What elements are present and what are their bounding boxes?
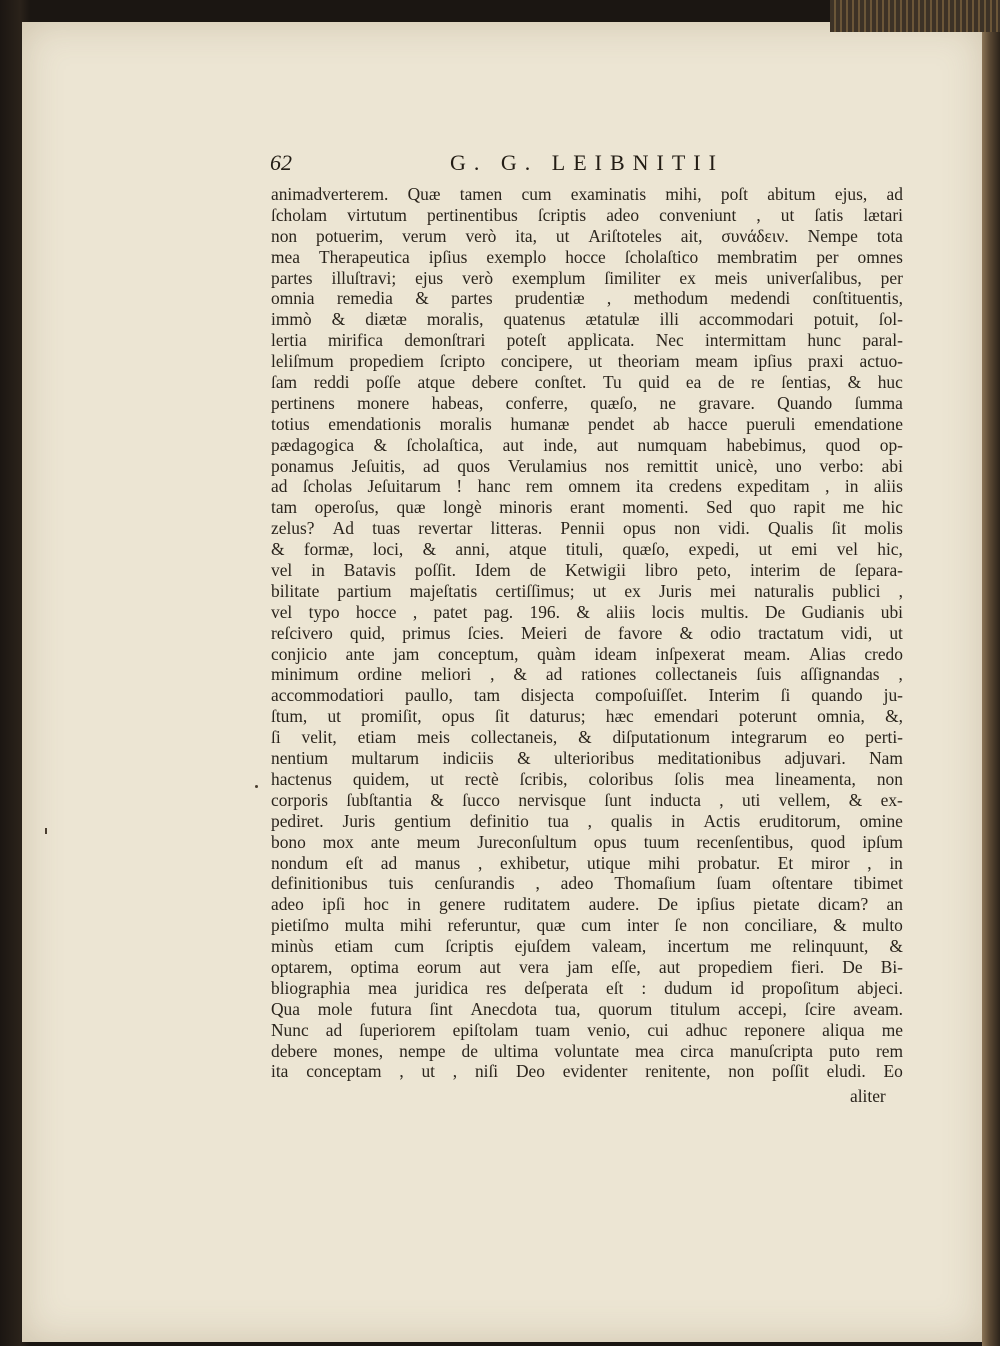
page-edge-shadow: [982, 0, 1000, 1346]
text-line: ad ſcholas Jeſuitarum ! hanc rem omnem ita credens expeditam , in aliis: [271, 476, 903, 497]
text-line: ſtum, ut promiſit, opus ſit daturus; hæc emendari poterunt omnia, &,: [271, 706, 903, 727]
text-line: nentium multarum indiciis & ulterioribus meditationibus adjuvari. Nam: [271, 748, 903, 769]
text-line: Nunc ad ſuperiorem epiſtolam tuam venio, cui adhuc reponere aliqua me: [271, 1019, 903, 1040]
text-line: accommodatiori paullo, tam disjecta compoſuiſſet. Interim ſi quando ju-: [271, 685, 903, 706]
text-line: minimum ordine meliori , & ad rationes collectaneis ſuis aſſignandas ,: [271, 664, 903, 685]
text-line: ſi velit, etiam meis collectaneis, & diſputationum integrarum eo perti-: [271, 727, 903, 748]
text-line: totius emendationis moralis humanæ pendet ab hacce pueruli emendatione: [271, 413, 903, 434]
text-line: zelus? Ad tuas revertar litteras. Pennii opus non vidi. Qualis ſit molis: [271, 518, 903, 539]
text-line: pædagogica & ſcholaſtica, aut inde, aut numquam habebimus, quod op-: [271, 434, 903, 455]
text-line: hactenus quidem, ut rectè ſcribis, coloribus ſolis mea lineamenta, non: [271, 768, 903, 789]
text-line: pietiſmo multa mihi referuntur, quæ cum inter ſe non conciliare, & multo: [271, 915, 903, 936]
text-line: bilitate partium majeſtatis certiſſimus; ut ex Juris mei naturalis publici ,: [271, 580, 903, 601]
running-title: G. G. LEIBNITII: [450, 150, 724, 175]
text-line: mea Therapeutica ipſius exemplo hocce ſcholaſtico membratim per omnes: [271, 246, 903, 267]
text-line: ponamus Jeſuitis, ad quos Verulamius nos remittit unicè, uno verbo: abi: [271, 455, 903, 476]
text-line: bliographia mea juridica res deſperata eſt : dudum id propoſitum abjeci.: [271, 977, 903, 998]
text-line: ſam reddi poſſe atque debere conſtet. Tu quid ea de re ſentias, & huc: [271, 372, 903, 393]
text-line: nondum eſt ad manus , exhibetur, utique mihi probatur. Et miror , in: [271, 852, 903, 873]
text-line: lertia mirifica demonſtrari poteſt applicata. Nec intermittam hunc paral-: [271, 330, 903, 351]
text-line: adeo ipſi hoc in genere ruditatem audere. De ipſius pietate dicam? an: [271, 894, 903, 915]
ink-speck: [255, 785, 258, 788]
text-line: pertinens monere habeas, conferre, quæſo, ne gravare. Quando ſumma: [271, 392, 903, 413]
text-line: immò & diætæ moralis, quatenus ætatulæ illi accommodari potuit, ſol-: [271, 309, 903, 330]
text-line: pediret. Juris gentium definitio tua , qualis in Actis eruditorum, omine: [271, 810, 903, 831]
text-line: debere mones, nempe de ultima voluntate mea circa manuſcripta puto rem: [271, 1040, 903, 1061]
text-line: minùs etiam cum ſcriptis ejuſdem valeam, incertum me relinquunt, &: [271, 936, 903, 957]
page-number: 62: [270, 150, 292, 175]
text-line: vel in Batavis poſſit. Idem de Ketwigii libro peto, interim de ſepara-: [271, 560, 903, 581]
text-line: vel typo hocce , patet pag. 196. & aliis locis multis. De Gudianis ubi: [271, 601, 903, 622]
text-line: optarem, optima eorum aut vera jam eſſe, aut propediem fieri. De Bi-: [271, 956, 903, 977]
text-line: ita conceptam , ut , niſi Deo evidenter renitente, non poſſit eludi. Eo: [271, 1061, 903, 1082]
catchword: aliter: [850, 1086, 886, 1106]
text-line: tam operoſus, quæ longè minoris erant momenti. Sed quo rapit me hic: [271, 497, 903, 518]
page-header: [270, 150, 910, 184]
text-line: ſcholam virtutum pertinentibus ſcriptis adeo conveniunt , ut ſatis lætari: [271, 204, 903, 225]
text-line: corporis ſubſtantia & ſucco nervisque ſunt inducta , uti vellem, & ex-: [271, 789, 903, 810]
binding-strip: [830, 0, 1000, 32]
text-line: Qua mole futura ſint Anecdota tua, quorum titulum accepi, ſcire aveam.: [271, 998, 903, 1019]
text-line: omnia remedia & partes prudentiæ , methodum medendi conſtituentis,: [271, 288, 903, 309]
text-line: animadverterem. Quæ tamen cum examinatis mihi, poſt abitum ejus, ad: [271, 184, 903, 204]
text-line: partes illuſtravi; ejus verò exemplum ſimiliter ex meis univerſalibus, per: [271, 267, 903, 288]
text-line: non potuerim, verum verò ita, ut Ariſtoteles ait, συνάδειν. Nempe tota: [271, 225, 903, 246]
text-line: bono mox ante meum Jureconſultum opus tuum recenſentibus, quod ipſum: [271, 831, 903, 852]
text-line: leliſmum propediem ſcripto concipere, ut theoriam meam ipſius praxi actuo-: [271, 351, 903, 372]
body-text: [271, 184, 903, 1082]
text-line: reſcivero quid, primus ſcies. Meieri de favore & odio tractatum vidi, ut: [271, 622, 903, 643]
ink-speck: [45, 828, 47, 834]
text-line: definitionibus tuis cenſurandis , adeo Thomaſium ſuam oſtentare tibimet: [271, 873, 903, 894]
text-line: conjicio ante jam conceptum, quàm ideam inſpexerat meam. Alias credo: [271, 643, 903, 664]
text-line: & formæ, loci, & anni, atque tituli, quæſo, expedi, ut emi vel hic,: [271, 539, 903, 560]
